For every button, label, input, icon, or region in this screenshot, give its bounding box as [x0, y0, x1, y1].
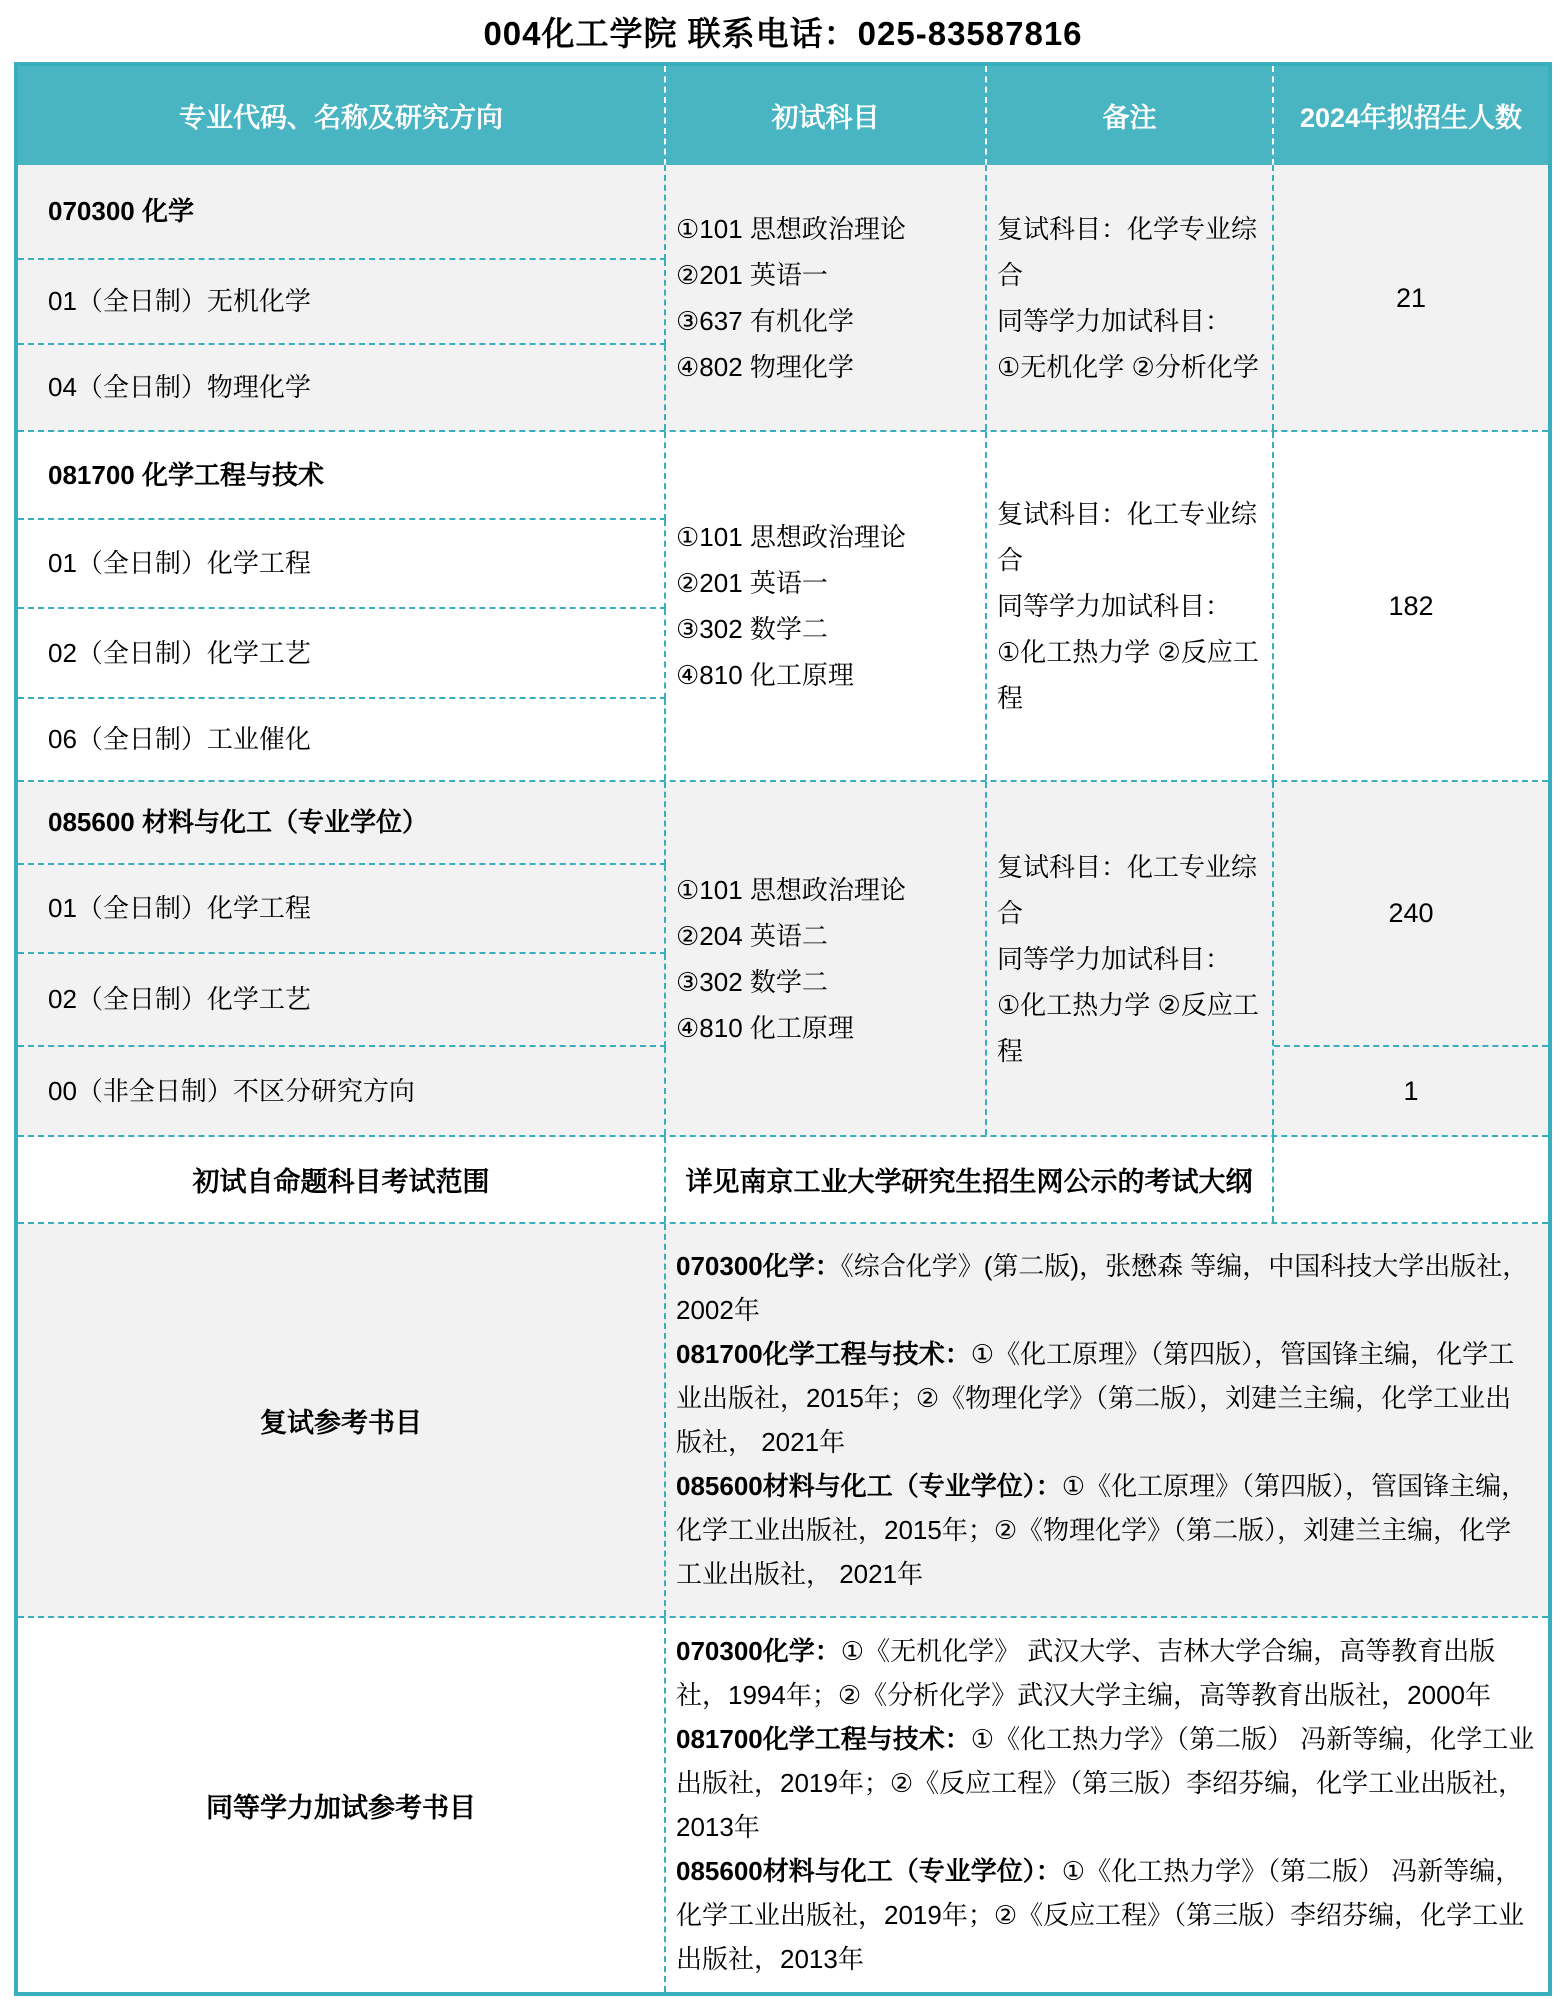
exam-scope-row — [18, 1137, 1548, 1224]
ref-item — [676, 1717, 1536, 1849]
exam-scope-note: 详见南京工业大学研究生招生网公示的考试大纲 — [666, 1137, 1274, 1222]
page-title: 004化工学院 联系电话：025-83587816 — [483, 15, 1083, 52]
quota-cell: 182 — [1388, 591, 1434, 621]
ref-item-text: ①《化工原理》（第四版），管国锋主编，化学工业出版社，2015年；②《物理化学》（第二版），刘建兰主编，化学工业出版社， 2021年 — [676, 1339, 1515, 1457]
major-code-row: 085600 材料与化工（专业学位） — [18, 782, 666, 865]
ref-item-text: ①《化工热力学》（第二版） 冯新等编，化学工业出版社，2019年；②《反应工程》（第三版）李绍芬编，化学工业出版社，2013年 — [676, 1856, 1525, 1974]
ref-item-code: 081700化学工程与技术： — [676, 1724, 971, 1754]
header-quota: 2024年拟招生人数 — [1299, 103, 1523, 133]
header-subjects: 初试科目 — [666, 66, 987, 165]
direction-row: 04（全日制）物理化学 — [18, 345, 666, 430]
direction-row: 02（全日制）化学工艺 — [18, 954, 666, 1047]
admissions-table — [14, 62, 1552, 1996]
remark-line: 同等学力加试科目： — [997, 591, 1232, 621]
ref-item-code: 085600材料与化工（专业学位）： — [676, 1471, 1062, 1501]
remark-line: 同等学力加试科目： — [997, 943, 1232, 974]
subject-line: ①101 思想政治理论 — [676, 213, 906, 244]
ref-item — [676, 1244, 1536, 1332]
ref-item — [676, 1464, 1536, 1596]
subject-line: ④802 物理化学 — [676, 351, 854, 382]
table-header-row — [18, 66, 1548, 165]
quota-cell: 21 — [1395, 282, 1427, 313]
ref-item-code: 081700化学工程与技术： — [676, 1339, 971, 1369]
header-major: 专业代码、名称及研究方向 — [18, 66, 666, 165]
subjects-cell — [666, 782, 987, 1135]
subject-line: ①101 思想政治理论 — [676, 874, 906, 905]
subjects-cell — [666, 165, 987, 430]
remark-line: ①无机化学 ②分析化学 — [997, 351, 1259, 382]
subject-line: ④810 化工原理 — [676, 660, 854, 690]
major-code-row: 081700 化学工程与技术 — [18, 432, 666, 520]
direction-row: 01（全日制）化学工程 — [18, 520, 666, 609]
ref-item — [676, 1849, 1536, 1981]
subject-line: ①101 思想政治理论 — [676, 522, 906, 552]
group-070300 — [18, 165, 1548, 432]
group-085600 — [18, 782, 1548, 1137]
ref-item-code: 085600材料与化工（专业学位）： — [676, 1856, 1062, 1886]
exam-scope-empty-cell — [1274, 1137, 1548, 1222]
subject-line: ②204 英语二 — [676, 920, 828, 951]
direction-row: 00（非全日制）不区分研究方向 — [18, 1047, 666, 1135]
addtest-refs-content — [666, 1618, 1548, 1992]
remark-line: ①化工热力学 ②反应工程 — [997, 989, 1259, 1066]
ref-item-text: ①《无机化学》 武汉大学、吉林大学合编，高等教育出版社，1994年；②《分析化学》武汉大学主编，高等教育出版社，2000年 — [676, 1636, 1496, 1710]
addtest-refs-label: 同等学力加试参考书目 — [18, 1618, 666, 1992]
retest-refs-row — [18, 1224, 1548, 1618]
ref-item-code: 070300化学： — [676, 1251, 841, 1281]
remark-line: 复试科目：化工专业综合 — [997, 851, 1258, 928]
subject-line: ②201 英语一 — [676, 259, 828, 290]
ref-item-text: ①《化工原理》（第四版），管国锋主编，化学工业出版社，2015年；②《物理化学》（第二版），刘建兰主编，化学工业出版社， 2021年 — [676, 1471, 1528, 1589]
ref-item-code: 070300化学： — [676, 1636, 841, 1666]
subjects-cell — [666, 432, 987, 780]
subject-line: ③302 数学二 — [676, 966, 828, 997]
remark-line: ①化工热力学 ②反应工程 — [997, 637, 1259, 713]
remark-line: 复试科目：化学专业综合 — [997, 213, 1258, 290]
quota-fulltime-cell: 240 — [1274, 782, 1548, 1047]
subject-line: ③302 数学二 — [676, 614, 828, 644]
remark-line: 同等学力加试科目： — [997, 305, 1232, 336]
ref-item-text: 《综合化学》(第二版)，张懋森 等编，中国科技大学出版社，2002年 — [676, 1251, 1529, 1325]
remark-cell — [987, 432, 1274, 780]
subject-line: ②201 英语一 — [676, 568, 828, 598]
direction-row: 01（全日制）化学工程 — [18, 865, 666, 954]
subject-line: ③637 有机化学 — [676, 305, 854, 336]
group-081700 — [18, 432, 1548, 782]
retest-refs-content — [666, 1224, 1548, 1616]
direction-row: 02（全日制）化学工艺 — [18, 609, 666, 699]
remark-cell — [987, 782, 1274, 1135]
major-code-row: 070300 化学 — [18, 165, 666, 260]
subject-line: ④810 化工原理 — [676, 1012, 854, 1043]
ref-item — [676, 1332, 1536, 1464]
ref-item — [676, 1629, 1536, 1717]
direction-row: 01（全日制）无机化学 — [18, 260, 666, 345]
remark-cell — [987, 165, 1274, 430]
exam-scope-label: 初试自命题科目考试范围 — [18, 1137, 666, 1222]
header-remark: 备注 — [987, 66, 1274, 165]
retest-refs-label: 复试参考书目 — [18, 1224, 666, 1616]
quota-parttime-cell: 1 — [1403, 1075, 1419, 1106]
direction-row: 06（全日制）工业催化 — [18, 699, 666, 780]
remark-line: 复试科目：化工专业综合 — [997, 499, 1258, 575]
addtest-refs-row — [18, 1618, 1548, 1992]
ref-item-text: ①《化工热力学》（第二版） 冯新等编，化学工业出版社，2019年；②《反应工程》（第三版）李绍芬编，化学工业出版社，2013年 — [676, 1724, 1535, 1842]
